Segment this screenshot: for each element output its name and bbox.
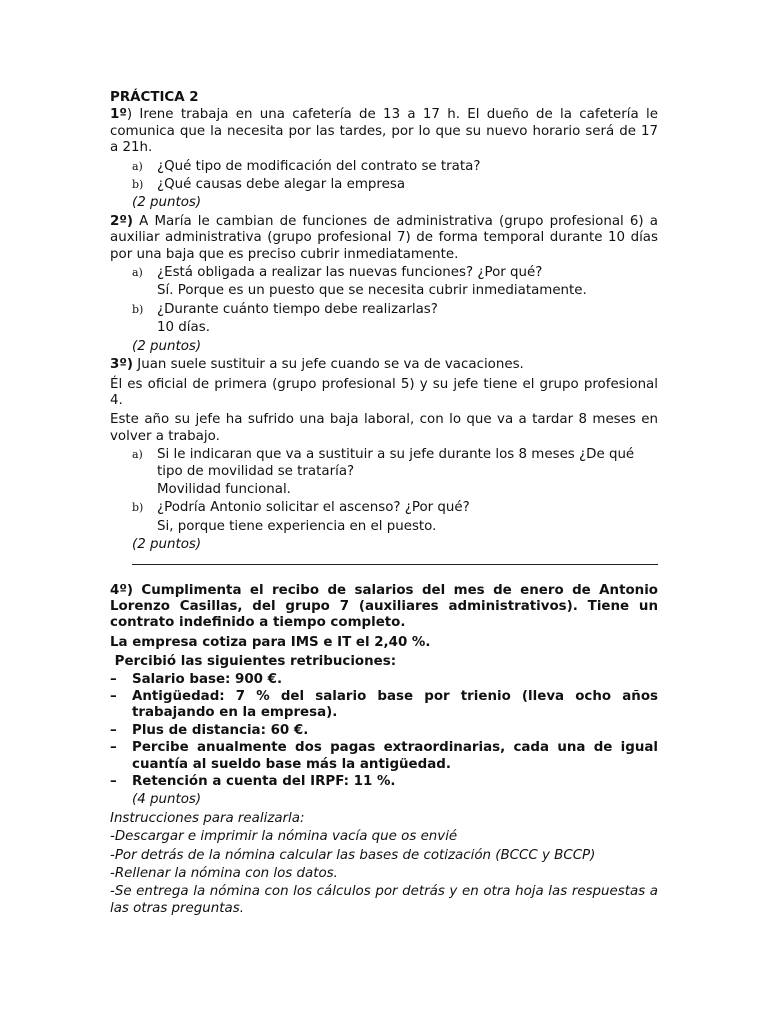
question-3-b <box>110 500 658 516</box>
question-1-a <box>110 159 658 175</box>
question-2-b-text: ¿Durante cuánto tiempo debe realizarlas? <box>157 301 438 317</box>
question-3-body: Juan suele sustituir a su jefe cuando se va de vacaciones. <box>133 357 524 373</box>
question-3-line-2: Él es oficial de primera (grupo profesional 5) y su jefe tiene el grupo profesional 4. <box>110 376 658 408</box>
question-2-number: 2º) <box>110 213 133 229</box>
dash-marker: – <box>110 740 117 756</box>
question-4-percibio: Percibió las siguientes retribuciones: <box>110 654 397 670</box>
question-2-body: A María le cambian de funciones de administrativa (grupo profesional 6) a auxiliar administrativa (grupo profesional 7) de forma temporal durante 10 días por una baja que es preciso cubrir inmediatamente. <box>110 213 658 262</box>
list-item <box>110 689 658 722</box>
list-marker: a) <box>132 448 143 462</box>
question-3-line-3: Este año su jefe ha sufrido una baja laboral, con lo que va a tardar 8 meses en volver a trabajo. <box>110 412 658 444</box>
question-3-text <box>110 357 658 373</box>
document-body <box>110 90 658 919</box>
question-2-a <box>110 265 658 281</box>
list-item-text: Percibe anualmente dos pagas extraordinarias, cada una de igual cuantía al sueldo base más la antigüedad. <box>132 740 658 772</box>
dash-marker: – <box>110 689 117 704</box>
instruction-line: -Por detrás de la nómina calcular las bases de cotización (BCCC y BCCP) <box>110 847 596 863</box>
question-2-b-answer: 10 días. <box>157 320 210 336</box>
question-2-points: (2 puntos) <box>132 338 202 354</box>
question-3-b-answer: Si, porque tiene experiencia en el puesto. <box>157 518 437 534</box>
question-1-b <box>110 177 658 193</box>
question-3-a-text: Si le indicaran que va a sustituir a su jefe durante los 8 meses ¿De qué tipo de movilidad se trataría? <box>157 447 635 479</box>
list-marker: b) <box>132 501 144 515</box>
list-marker: b) <box>132 178 144 192</box>
list-marker: b) <box>132 302 144 316</box>
list-item-text: Antigüedad: 7 % del salario base por trienio (lleva ocho años trabajando en la empresa). <box>132 689 658 721</box>
question-4-points: (4 puntos) <box>132 792 202 808</box>
instructions-heading: Instrucciones para realizarla: <box>110 810 305 826</box>
question-1-a-text: ¿Qué tipo de modificación del contrato se trata? <box>157 158 481 174</box>
list-marker: a) <box>132 159 143 173</box>
question-1-body: ) Irene trabaja en una cafetería de 13 a 17 h. El dueño de la cafetería le comunica que la necesita por las tardes, por lo que su nuevo horario será de 17 a 21h. <box>110 107 658 156</box>
instructions <box>110 811 658 917</box>
list-item <box>110 774 658 790</box>
question-3-a-answer: Movilidad funcional. <box>157 481 291 497</box>
question-3-b-text: ¿Podría Antonio solicitar el ascenso? ¿Por qué? <box>157 500 470 516</box>
question-2-a-answer: Sí. Porque es un puesto que se necesita cubrir inmediatamente. <box>157 283 587 299</box>
question-1-b-text: ¿Qué causas debe alegar la empresa <box>157 177 406 193</box>
list-item <box>110 672 658 688</box>
question-1-points: (2 puntos) <box>132 195 202 211</box>
question-3-number: 3º) <box>110 357 133 373</box>
dash-marker: – <box>110 671 117 687</box>
question-1-text <box>110 107 658 156</box>
question-3-points: (2 puntos) <box>132 537 202 553</box>
question-2-b <box>110 302 658 318</box>
question-2-text <box>110 214 658 263</box>
page-title: PRÁCTICA 2 <box>110 90 199 105</box>
list-marker: a) <box>132 266 143 280</box>
question-4-intro: 4º) Cumplimenta el recibo de salarios del mes de enero de Antonio Lorenzo Casillas, del grupo 7 (auxiliares administrativos). Tiene un contrato indefinido a tiempo completo. <box>110 582 658 631</box>
dash-marker: – <box>110 722 117 738</box>
list-item-text: Salario base: 900 €. <box>132 671 283 687</box>
instruction-line: -Se entrega la nómina con los cálculos por detrás y en otra hoja las respuestas a las otras preguntas. <box>110 884 658 916</box>
list-item <box>110 723 658 739</box>
question-4-cotiza: La empresa cotiza para IMS e IT el 2,40 %. <box>110 634 431 650</box>
section-divider <box>132 564 658 565</box>
list-item <box>110 740 658 773</box>
list-item-text: Plus de distancia: 60 €. <box>132 722 309 738</box>
instruction-line: -Descargar e imprimir la nómina vacía que os envié <box>110 829 458 845</box>
question-1-number: 1º <box>110 107 127 123</box>
instruction-line: -Rellenar la nómina con los datos. <box>110 866 338 882</box>
list-item-text: Retención a cuenta del IRPF: 11 %. <box>132 774 396 790</box>
dash-marker: – <box>110 774 117 790</box>
question-2-a-text: ¿Está obligada a realizar las nuevas funciones? ¿Por qué? <box>157 265 543 281</box>
question-3-a <box>110 447 658 480</box>
